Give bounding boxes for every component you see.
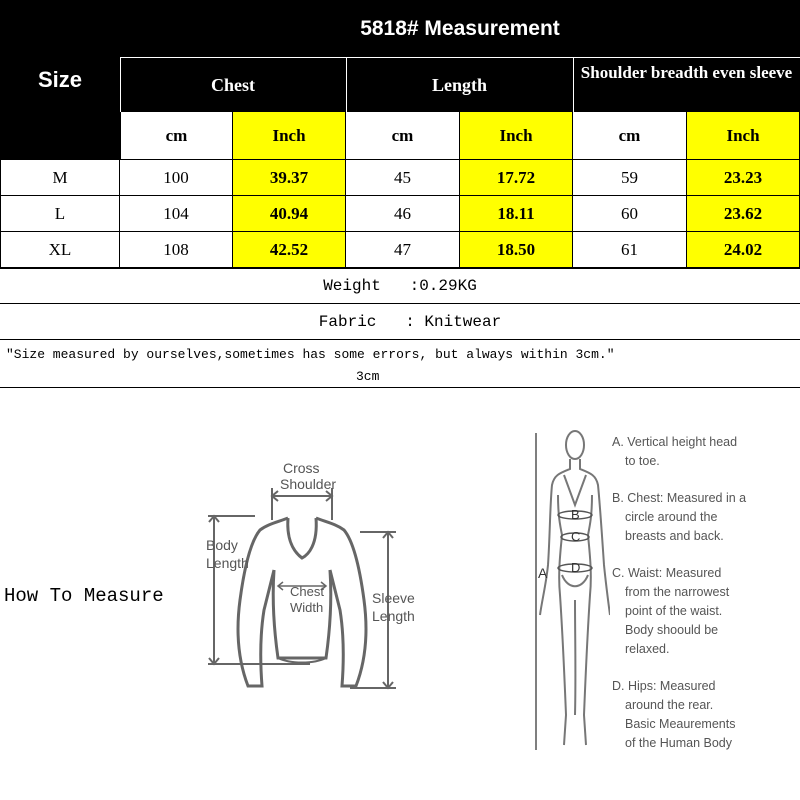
note-text: "Size measured by ourselves,sometimes has some errors, but always within 3cm.": [6, 347, 615, 362]
chest-width-label: Width: [290, 600, 324, 615]
unit-inch: [233, 112, 346, 160]
unit-inch: [460, 112, 573, 160]
note-line: around the rear.: [625, 698, 714, 712]
fabric-row: [0, 304, 800, 340]
header-divider: [346, 58, 347, 112]
note-line: relaxed.: [625, 642, 670, 656]
cross-shoulder-label: Cross: [283, 460, 320, 476]
cm-value-cell: 47: [346, 232, 460, 268]
note-line: D. Hips: Measured: [612, 679, 716, 693]
note-line: breasts and back.: [625, 529, 724, 543]
cm-value-cell: 45: [346, 160, 460, 196]
unit-cm: [346, 112, 460, 160]
sleeve-length-label: Length: [372, 608, 415, 624]
note-line: to toe.: [625, 454, 660, 468]
header-fill: [573, 88, 800, 112]
header-divider: [120, 57, 800, 58]
body-length-label: Length: [206, 555, 249, 571]
note-c: [612, 564, 798, 659]
cm-value-cell: 61: [573, 232, 687, 268]
size-cell: XL: [0, 232, 120, 268]
group-header-shoulder: [573, 58, 800, 88]
inch-value-cell: 42.52: [233, 232, 346, 268]
inch-value-cell: 18.11: [460, 196, 573, 232]
note-line: from the narrowest: [625, 585, 730, 599]
unit-label: Inch: [499, 125, 533, 145]
inch-value-cell: 18.50: [460, 232, 573, 268]
note-row: [0, 340, 800, 388]
inch-value-cell: 39.37: [233, 160, 346, 196]
cm-value-cell: 108: [120, 232, 233, 268]
note-line: point of the waist.: [625, 604, 723, 618]
how-to-measure-label: How To Measure: [4, 585, 164, 607]
body-diagram: [530, 425, 610, 760]
marker-b: B: [571, 507, 580, 522]
note-line: C. Waist: Measured: [612, 566, 722, 580]
body-length-label: Body: [206, 537, 238, 553]
size-header-label: Size: [37, 67, 83, 92]
unit-label: Inch: [272, 125, 306, 145]
group-shoulder-label: Shoulder breadth even sleeve: [580, 63, 793, 82]
header-divider: [573, 58, 574, 112]
size-header: [0, 0, 120, 160]
weight-row: [0, 268, 800, 304]
sweater-diagram: [200, 450, 430, 700]
inch-value-cell: 40.94: [233, 196, 346, 232]
inch-value-cell: 23.23: [687, 160, 800, 196]
group-length-label: Length: [431, 74, 487, 95]
cm-value-cell: 59: [573, 160, 687, 196]
note-line: A. Vertical height head: [612, 435, 738, 449]
table-title-text: 5818# Measurement: [360, 17, 560, 40]
note-d: [612, 677, 798, 753]
group-header-chest: [120, 58, 346, 112]
note-b: [612, 489, 798, 546]
unit-label: cm: [165, 125, 188, 145]
unit-cm: [120, 112, 233, 160]
chest-width-label: Chest: [290, 584, 324, 599]
cm-value-cell: 100: [120, 160, 233, 196]
inch-value-cell: 23.62: [687, 196, 800, 232]
group-chest-label: Chest: [211, 74, 255, 95]
size-rows: [0, 160, 800, 268]
unit-label: cm: [391, 125, 414, 145]
size-cell: M: [0, 160, 120, 196]
note-line: circle around the: [625, 510, 718, 524]
note-unit: 3cm: [356, 369, 380, 384]
marker-c: C: [571, 529, 581, 544]
marker-d: D: [571, 560, 581, 575]
unit-label: Inch: [726, 125, 760, 145]
marker-a: A: [538, 565, 548, 581]
weight-text: Weight :0.29KG: [323, 277, 477, 295]
unit-inch: [687, 112, 800, 160]
unit-label: cm: [618, 125, 641, 145]
size-cell: L: [0, 196, 120, 232]
cm-value-cell: 60: [573, 196, 687, 232]
note-line: of the Human Body: [625, 736, 733, 750]
table-title: [120, 0, 800, 58]
inch-value-cell: 17.72: [460, 160, 573, 196]
cross-shoulder-label: Shoulder: [280, 476, 337, 492]
group-header-length: [346, 58, 573, 112]
note-a: [612, 433, 798, 471]
note-line: B. Chest: Measured in a: [612, 491, 747, 505]
cm-value-cell: 104: [120, 196, 233, 232]
unit-cm: [573, 112, 687, 160]
sleeve-length-label: Sleeve: [372, 590, 415, 606]
body-notes: [612, 433, 798, 753]
note-line: Basic Meaurements: [625, 717, 736, 731]
cm-value-cell: 46: [346, 196, 460, 232]
note-line: Body shoould be: [625, 623, 719, 637]
fabric-text: Fabric : Knitwear: [318, 312, 502, 331]
inch-value-cell: 24.02: [687, 232, 800, 268]
